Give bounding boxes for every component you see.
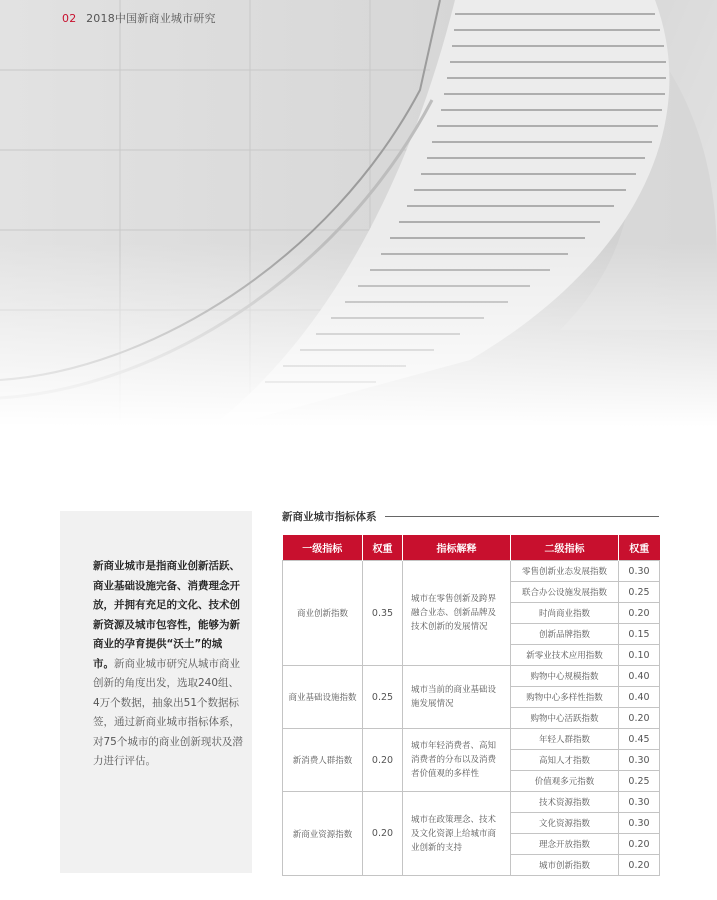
table-row: [283, 666, 660, 687]
level2-weight: 0.30: [619, 750, 660, 771]
page-number: 02: [62, 12, 77, 25]
summary-bold-text: 新商业城市是指商业创新活跃、商业基础设施完备、消费理念开放，并拥有充足的文化、技术创新资源及城市包容性，能够为新商业的孕育提供“沃土”的城市。: [93, 560, 240, 670]
level1-name: 商业基础设施指数: [283, 666, 363, 729]
summary-paragraph: [93, 557, 243, 772]
header-weight2: 权重: [619, 535, 660, 561]
header-weight1: 权重: [363, 535, 403, 561]
level2-weight: 0.15: [619, 624, 660, 645]
header-level1: 一级指标: [283, 535, 363, 561]
level1-explanation: 城市当前的商业基础设施发展情况: [403, 666, 511, 729]
level2-name: 购物中心规模指数: [511, 666, 619, 687]
level1-name: 新消费人群指数: [283, 729, 363, 792]
level2-name: 购物中心多样性指数: [511, 687, 619, 708]
level2-weight: 0.40: [619, 687, 660, 708]
level2-weight: 0.30: [619, 813, 660, 834]
level2-name: 时尚商业指数: [511, 603, 619, 624]
level2-weight: 0.20: [619, 834, 660, 855]
report-title: 2018中国新商业城市研究: [86, 12, 216, 25]
indicator-table: [282, 535, 660, 876]
level1-explanation: 城市在政策理念、技术及文化资源上给城市商业创新的支持: [403, 792, 511, 876]
level1-weight: 0.20: [363, 792, 403, 876]
level2-name: 联合办公设施发展指数: [511, 582, 619, 603]
summary-box: [60, 511, 252, 873]
level2-name: 价值观多元指数: [511, 771, 619, 792]
level1-explanation: 城市在零售创新及跨界融合业态、创新品牌及技术创新的发展情况: [403, 561, 511, 666]
level1-name: 新商业资源指数: [283, 792, 363, 876]
level2-weight: 0.30: [619, 561, 660, 582]
level2-weight: 0.40: [619, 666, 660, 687]
level2-name: 新零业技术应用指数: [511, 645, 619, 666]
level2-name: 高知人才指数: [511, 750, 619, 771]
table-row: [283, 729, 660, 750]
level2-name: 理念开放指数: [511, 834, 619, 855]
level1-weight: 0.25: [363, 666, 403, 729]
level2-name: 零售创新业态发展指数: [511, 561, 619, 582]
level2-name: 年轻人群指数: [511, 729, 619, 750]
level2-weight: 0.10: [619, 645, 660, 666]
table-row: [283, 561, 660, 582]
level2-weight: 0.20: [619, 855, 660, 876]
level2-weight: 0.25: [619, 582, 660, 603]
level2-name: 创新品牌指数: [511, 624, 619, 645]
page-header: [62, 10, 216, 26]
level2-weight: 0.30: [619, 792, 660, 813]
table-title-rule: [385, 516, 660, 517]
table-header-row: [283, 535, 660, 561]
level2-weight: 0.20: [619, 603, 660, 624]
header-level2: 二级指标: [511, 535, 619, 561]
level2-name: 购物中心活跃指数: [511, 708, 619, 729]
table-title-text: 新商业城市指标体系: [282, 511, 377, 523]
hero-staircase-image: [0, 0, 717, 440]
level2-weight: 0.25: [619, 771, 660, 792]
level1-weight: 0.35: [363, 561, 403, 666]
table-title: [282, 509, 659, 524]
level2-weight: 0.20: [619, 708, 660, 729]
level1-explanation: 城市年轻消费者、高知消费者的分布以及消费者价值观的多样性: [403, 729, 511, 792]
level1-weight: 0.20: [363, 729, 403, 792]
level1-name: 商业创新指数: [283, 561, 363, 666]
table-row: [283, 792, 660, 813]
header-explanation: 指标解释: [403, 535, 511, 561]
level2-name: 文化资源指数: [511, 813, 619, 834]
level2-name: 城市创新指数: [511, 855, 619, 876]
summary-body-text: 新商业城市研究从城市商业创新的角度出发，选取240组、4万个数据，抽象出51个数据标签，通过新商业城市指标体系，对75个城市的商业创新现状及潜力进行评估。: [93, 657, 243, 767]
level2-weight: 0.45: [619, 729, 660, 750]
level2-name: 技术资源指数: [511, 792, 619, 813]
